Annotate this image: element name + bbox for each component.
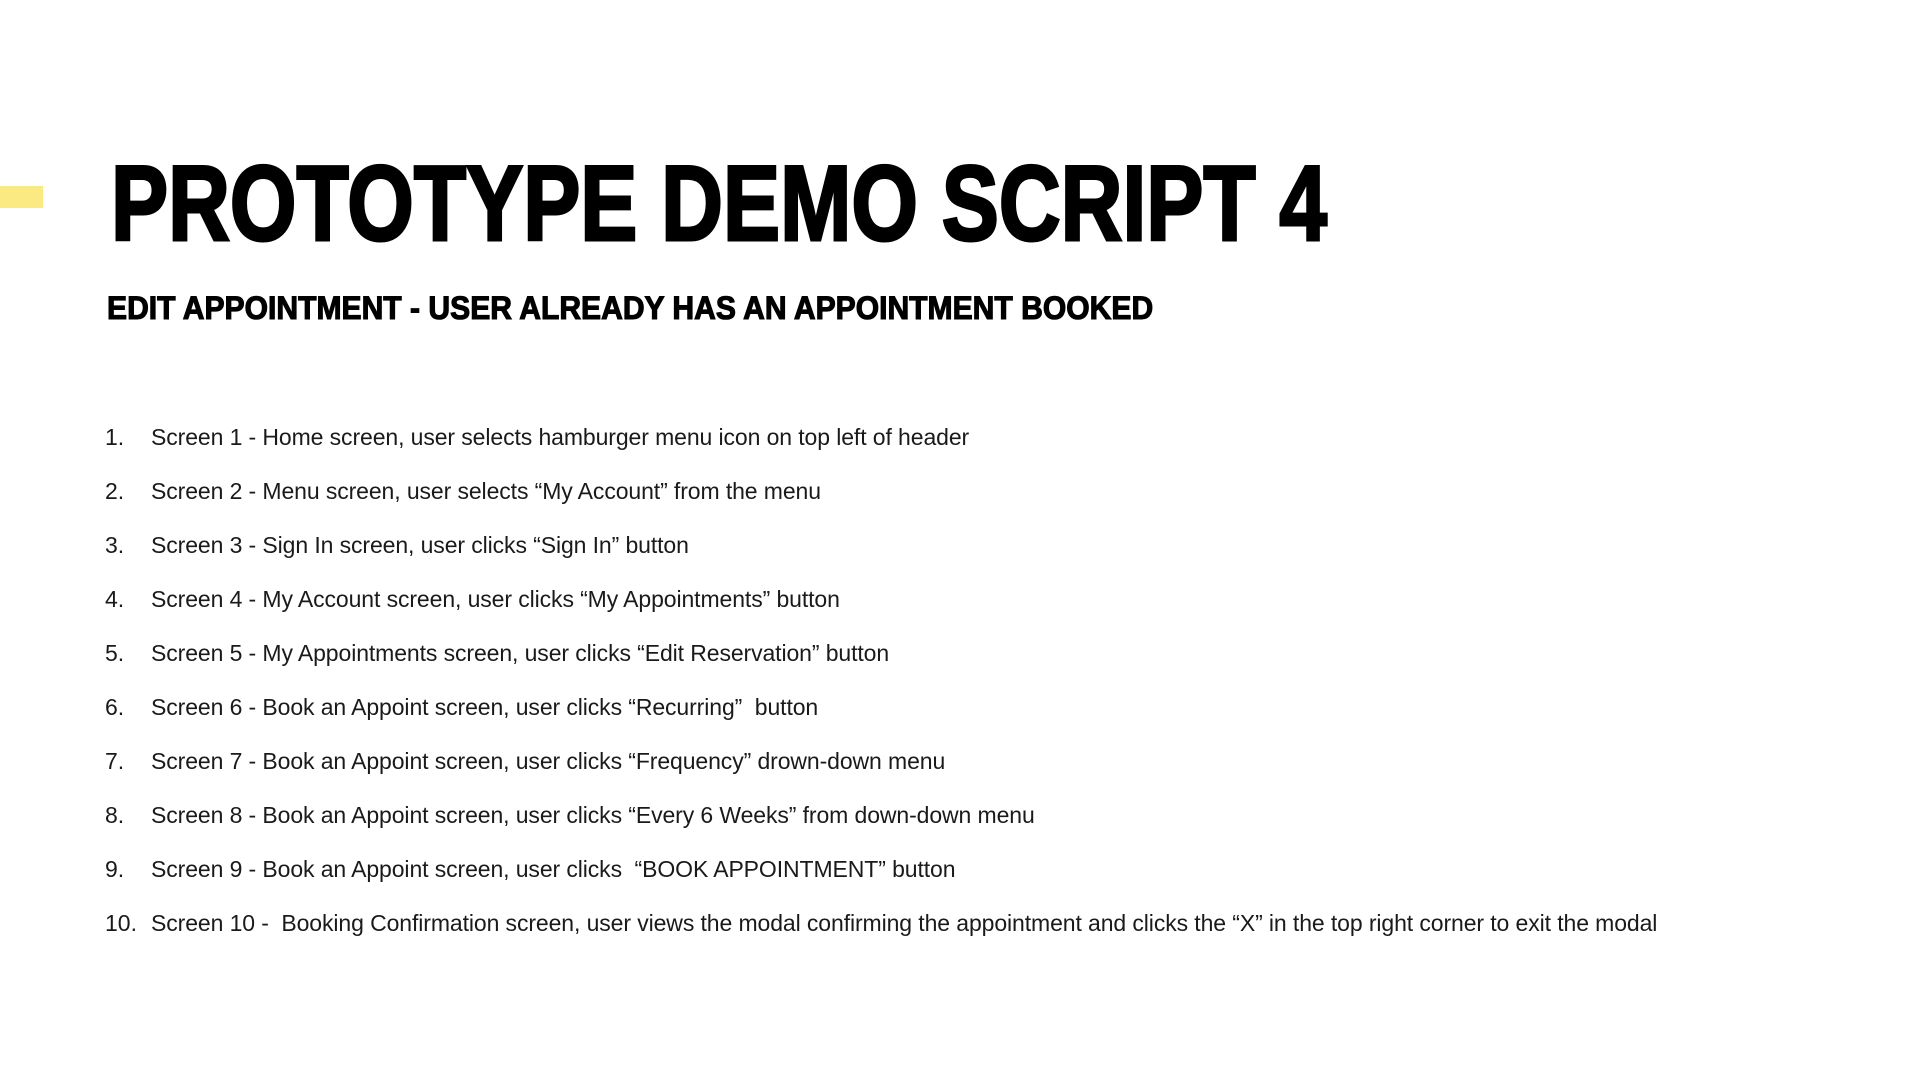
list-item-number: 10. [105,910,137,936]
list-item-text: Screen 7 - Book an Appoint screen, user clicks “Frequency” drown-down menu [151,748,946,774]
list-item-number: 9. [105,856,125,882]
list-item [105,842,1657,896]
list-item-text: Screen 6 - Book an Appoint screen, user clicks “Recurring” button [151,694,819,720]
list-item [105,896,1657,950]
list-item-text: Screen 5 - My Appointments screen, user clicks “Edit Reservation” button [151,640,890,666]
list-item [105,788,1657,842]
list-item [105,734,1657,788]
list-item-text: Screen 8 - Book an Appoint screen, user clicks “Every 6 Weeks” from down-down menu [151,802,1035,828]
accent-bar [0,186,43,208]
list-item-text: Screen 10 - Booking Confirmation screen, user views the modal confirming the appointment and clicks the “X” in the top right corner to exit the modal [151,910,1658,936]
list-item-text: Screen 1 - Home screen, user selects hamburger menu icon on top left of header [151,424,970,450]
page-subtitle: EDIT APPOINTMENT - USER ALREADY HAS AN APPOINTMENT BOOKED [107,290,1154,326]
list-item-text: Screen 4 - My Account screen, user clicks “My Appointments” button [151,586,840,612]
list-item-number: 1. [105,424,125,450]
list-item-number: 2. [105,478,125,504]
list-item-number: 3. [105,532,125,558]
list-item-number: 8. [105,802,125,828]
list-item-text: Screen 2 - Menu screen, user selects “My Account” from the menu [151,478,821,504]
list-item [105,518,1657,572]
list-item [105,464,1657,518]
list-item-text: Screen 9 - Book an Appoint screen, user clicks “BOOK APPOINTMENT” button [151,856,956,882]
list-item-number: 6. [105,694,125,720]
list-item [105,572,1657,626]
page-title: PROTOTYPE DEMO SCRIPT 4 [111,143,1328,263]
list-item [105,410,1657,464]
list-item-number: 4. [105,586,125,612]
list-item [105,680,1657,734]
list-item-number: 7. [105,748,125,774]
demo-steps-list [105,410,1657,950]
list-item-number: 5. [105,640,125,666]
list-item-text: Screen 3 - Sign In screen, user clicks “Sign In” button [151,532,689,558]
list-item [105,626,1657,680]
